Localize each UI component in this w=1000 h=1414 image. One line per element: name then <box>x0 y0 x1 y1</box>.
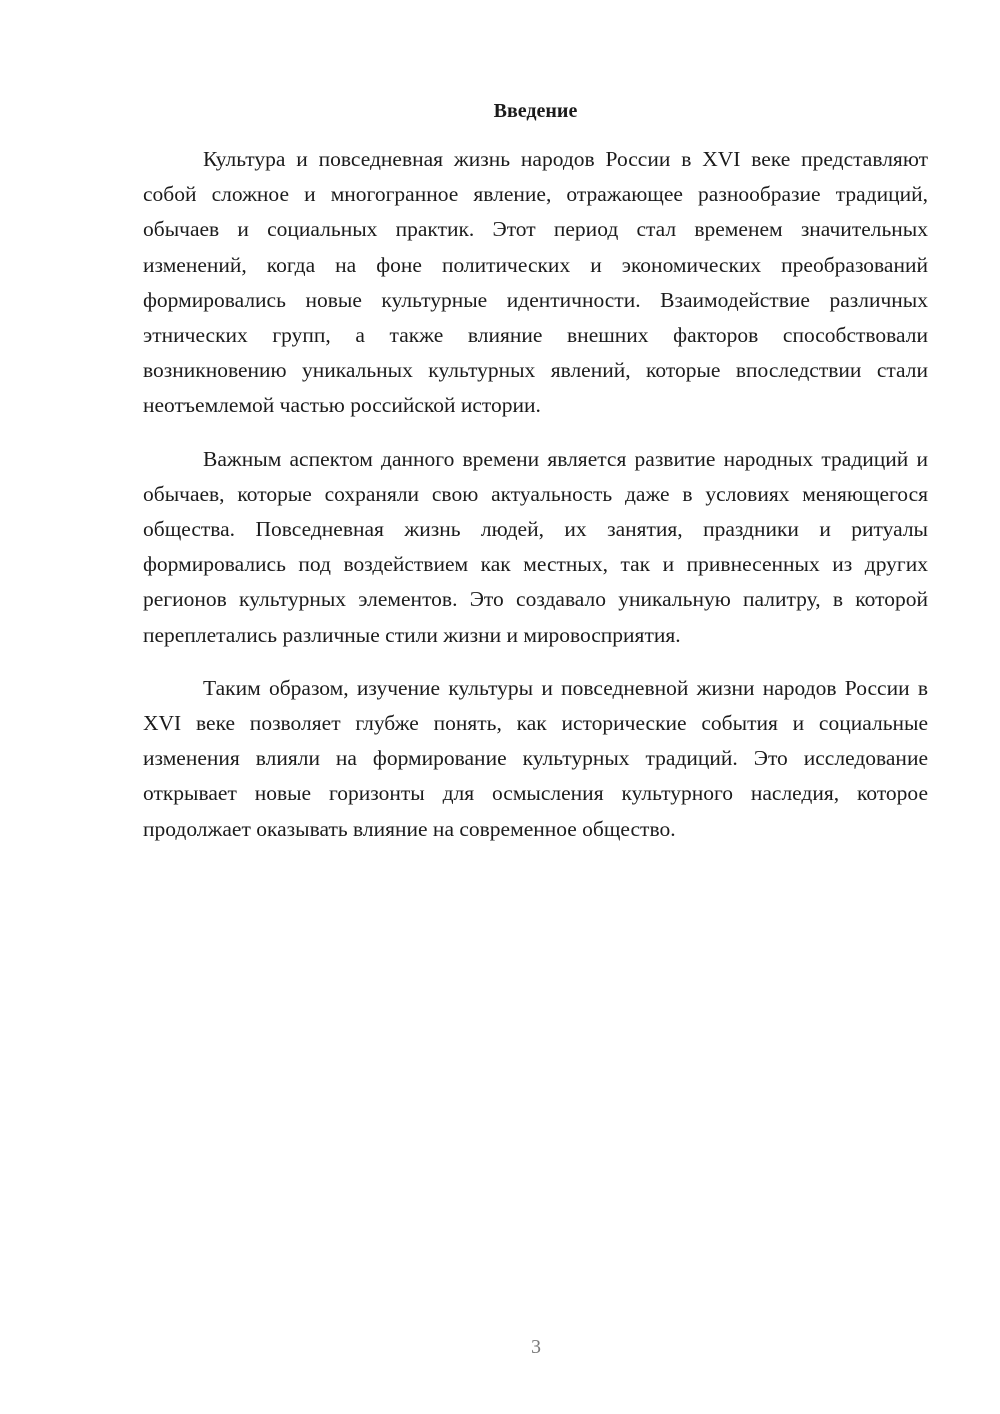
paragraph-3: Таким образом, изучение культуры и повседневной жизни народов России в XVI веке позволяет глубже понять, как исторические события и социальные изменения влияли на формирование культурных традиций. Это исследование открывает новые горизонты для осмысления культурного наследия, которое продолжает оказывать влияние на современное общество. <box>143 675 928 841</box>
document-body <box>143 142 928 865</box>
page-title: Введение <box>493 100 578 122</box>
paragraph-1: Культура и повседневная жизнь народов России в XVI веке представляют собой сложное и многогранное явление, отражающее разнообразие традиций, обычаев и социальных практик. Этот период стал временем значительных изменений, когда на фоне политических и экономических преобразований формировались новые культурные идентичности. Взаимодействие различных этнических групп, а также влияние внешних факторов способствовали возникновению уникальных культурных явлений, которые впоследствии стали неотъемлемой частью российской истории. <box>143 147 928 418</box>
paragraph-2: Важным аспектом данного времени является развитие народных традиций и обычаев, которые сохраняли свою актуальность даже в условиях меняющегося общества. Повседневная жизнь людей, их занятия, праздники и ритуалы формировались под воздействием как местных, так и привнесенных из других регионов культурных элементов. Это создавало уникальную палитру, в которой переплетались различные стили жизни и мировосприятия. <box>143 446 928 647</box>
page-number: 3 <box>531 1336 541 1358</box>
